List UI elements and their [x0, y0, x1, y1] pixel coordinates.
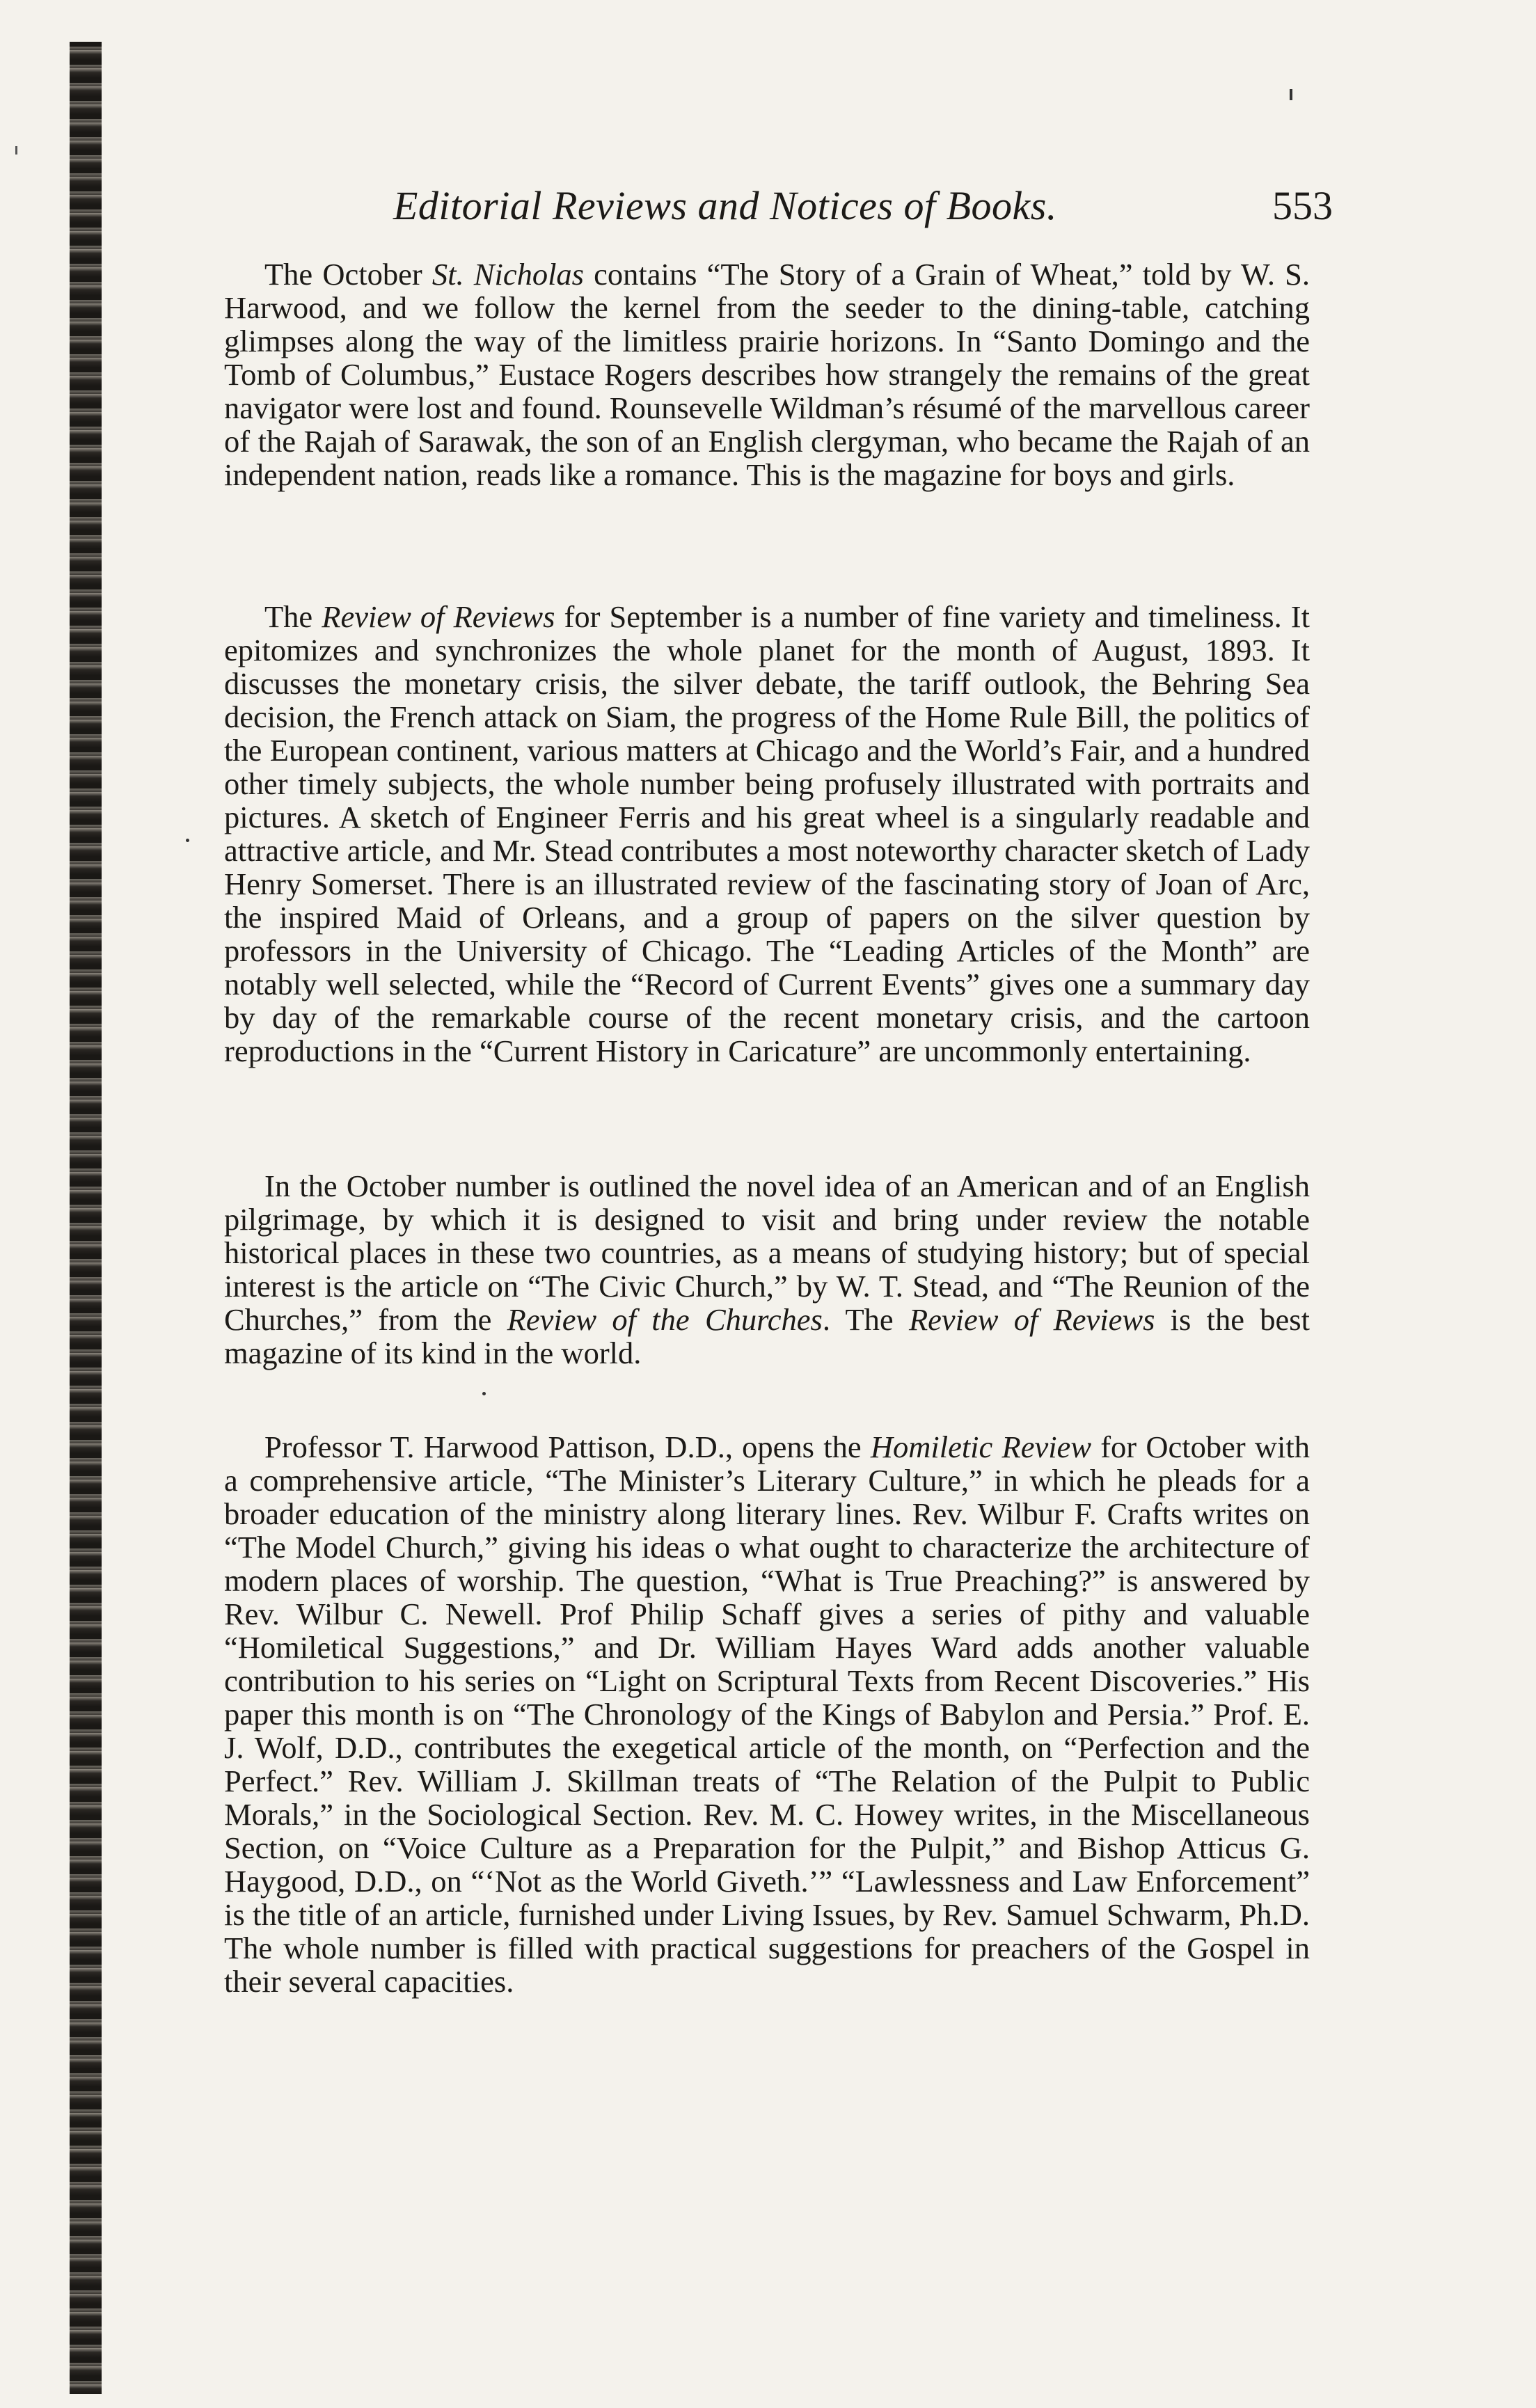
paragraph-october-number — [224, 1169, 1310, 1370]
italic-title-run: Review of Reviews — [322, 599, 555, 634]
italic-title-run: Homiletic Review — [870, 1429, 1091, 1464]
text-run: Professor T. Harwood Pattison, D.D., opens the — [264, 1429, 871, 1464]
paragraph-st-nicholas — [224, 258, 1310, 491]
page-number: 553 — [1272, 183, 1333, 228]
text-run: contains “The Story of a Grain of Wheat,” told by W. S. Harwood, and we follow the kernel from the seeder to the dining-table, catching glimpses along the way of the limitless prairie horizons. In “Santo Domingo and the Tomb of Columbus,” Eustace Rogers describes how strangely the remains of the great navigator were lost and found. Rounsevelle Wildman’s résumé of the marvellous career of the Rajah of Sarawak, the son of an English clergyman, who became the Rajah of an independent nation, reads like a romance. This is the magazine for boys and girls. — [224, 257, 1310, 492]
text-run: The — [264, 599, 322, 634]
text-run: for October with a comprehensive article, “The Minister’s Literary Culture,” in which he pleads for a broader education of the ministry along literary lines. Rev. Wilbur F. Crafts writes on “The Model Church,” giving his ideas o what ought to characterize the architecture of modern places of worship. The question, “What is True Preaching?” is answered by Rev. Wilbur C. Newell. Prof Philip Schaff gives a series of pithy and valuable “Homiletical Suggestions,” and Dr. William Hayes Ward adds another valuable contribution to his series on “Light on Scriptural Texts from Recent Discoveries.” His paper this month is on “The Chronology of the Kings of Babylon and Persia.” Prof. E. J. Wolf, D.D., contributes the exegetical article of the month, on “Perfection and the Perfect.” Rev. William J. Skillman treats of “The Relation of the Pulpit to Public Morals,” in the Sociological Section. Rev. M. C. Howey writes, in the Miscellaneous Section, on “Voice Culture as a Preparation for the Pulpit,” and Bishop Atticus G. Haygood, D.D., on “‘Not as the World Giveth.’” “Lawlessness and Law Enforcement” is the title of an article, furnished under Living Issues, by Rev. Samuel Schwarm, Ph.D. The whole number is filled with practical suggestions for preachers of the Gospel in their several capacities. — [224, 1429, 1310, 1999]
italic-title-run: St. Nicholas — [431, 257, 584, 292]
text-run: In the October number is outlined the novel idea of an American and of an English pilgrimage, by which it is designed to visit and bring under review the notable historical places in these two countries, as a means of studying history; but of special interest is the article on “The Civic Church,” by W. T. Stead, and “The Reunion of the Churches,” from the — [224, 1169, 1310, 1337]
margin-mark — [1290, 89, 1292, 100]
text-run: is the best magazine of its kind in the world. — [224, 1302, 1310, 1370]
running-title: Editorial Reviews and Notices of Books. — [393, 183, 1057, 228]
text-run: The October — [264, 257, 432, 292]
page-binding-edge — [70, 42, 102, 2394]
margin-mark — [15, 146, 17, 155]
text-run: for September is a number of fine variety and timeliness. It epitomizes and synchronizes the whole planet for the month of August, 1893. It discusses the monetary crisis, the silver debate, the tariff outlook, the Behring Sea decision, the French attack on Siam, the progress of the Home Rule Bill, the politics of the European continent, various matters at Chicago and the World’s Fair, and a hundred other timely subjects, the whole number being profusely illustrated with portraits and pictures. A sketch of Engineer Ferris and his great wheel is a singularly readable and attractive article, and Mr. Stead contributes a most noteworthy character sketch of Lady Henry Somerset. There is an illustrated review of the fascinating story of Joan of Arc, the inspired Maid of Orleans, and a group of papers on the silver question by professors in the University of Chicago. The “Leading Articles of the Month” are notably well selected, while the “Record of Current Events” gives one a summary day by day of the remarkable course of the recent monetary crisis, and the cartoon reproductions in the “Current History in Caricature” are uncommonly entertaining. — [224, 599, 1310, 1068]
text-run: . The — [822, 1302, 909, 1337]
margin-dot — [186, 839, 189, 842]
italic-title-run: Review of Reviews — [908, 1302, 1155, 1337]
running-header — [393, 182, 1333, 238]
paragraph-review-of-reviews — [224, 600, 1310, 1068]
paragraph-homiletic-review — [224, 1430, 1310, 1998]
italic-title-run: Review of the Churches — [507, 1302, 823, 1337]
margin-dot — [482, 1392, 486, 1395]
